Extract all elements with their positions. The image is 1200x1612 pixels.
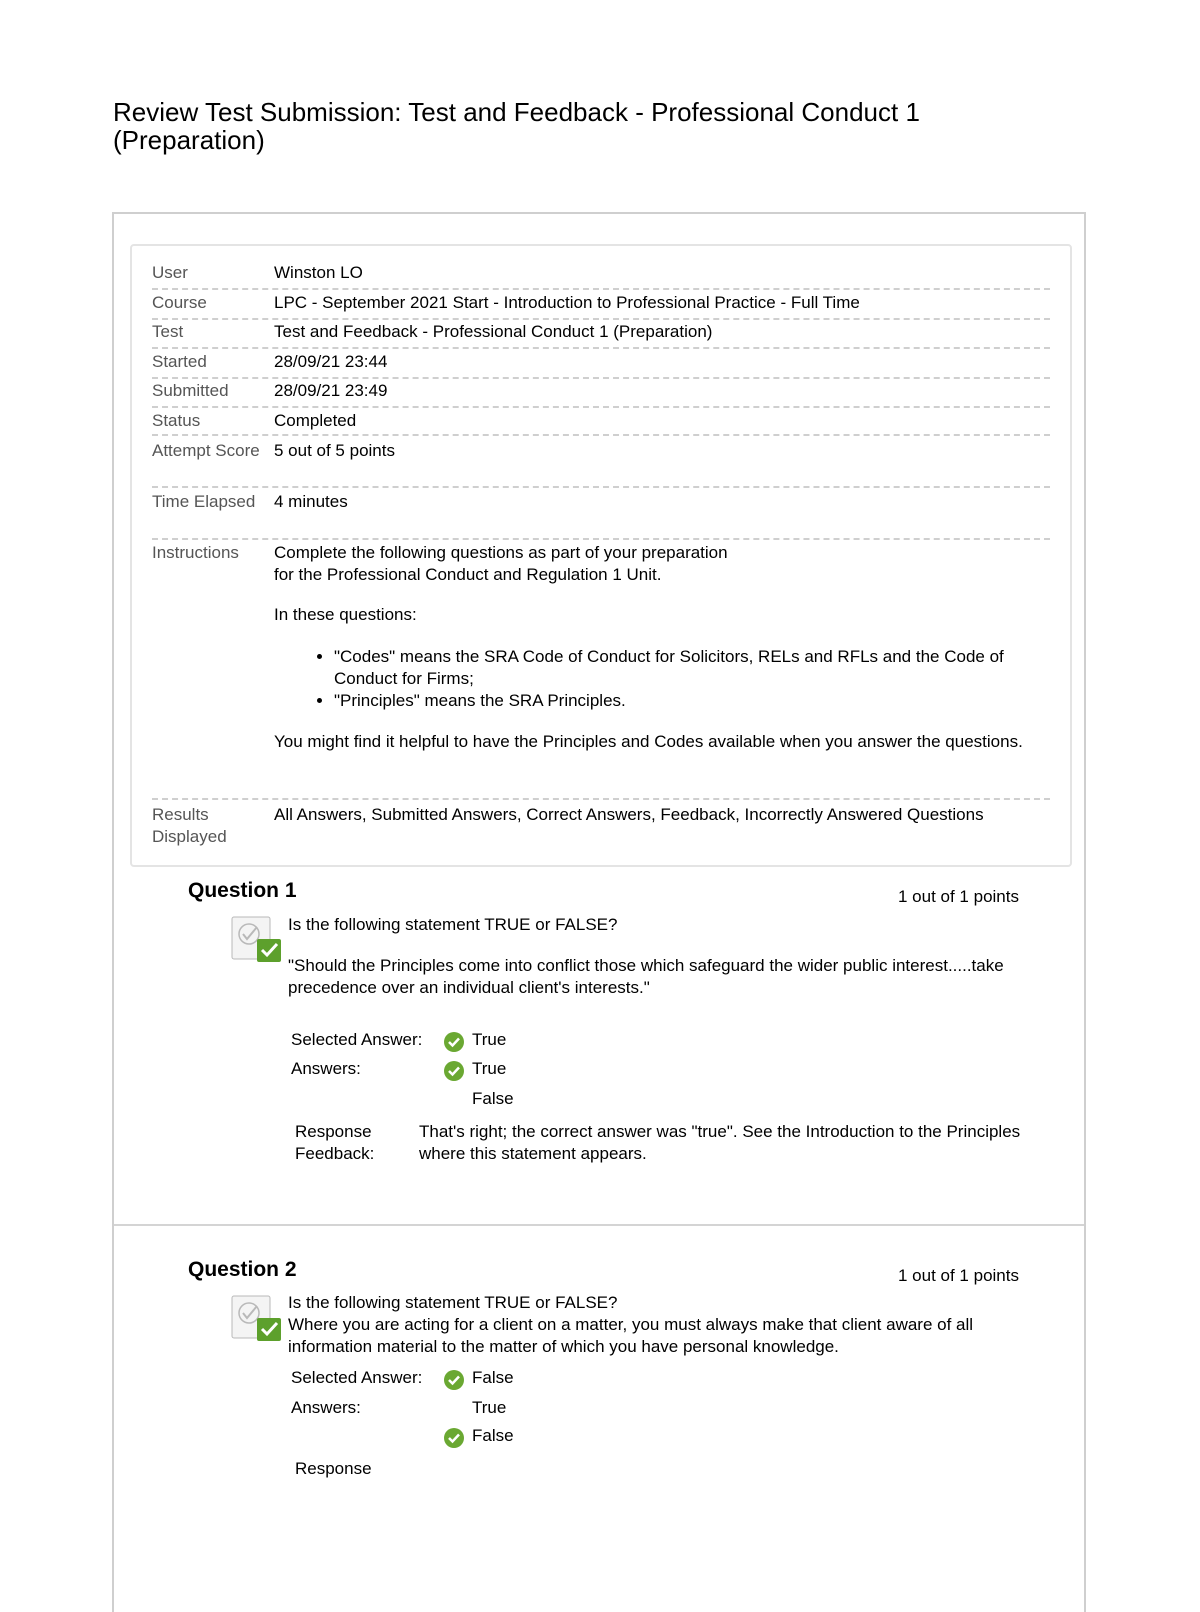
answer-option: False [472, 1426, 514, 1445]
detail-row-status [152, 410, 1050, 436]
detail-value: Winston LO [274, 263, 363, 282]
check-icon [444, 1061, 464, 1081]
detail-label: Submitted [152, 381, 229, 400]
check-icon [444, 1428, 464, 1448]
detail-label: Test [152, 322, 184, 341]
instructions-body [274, 542, 1044, 753]
detail-value: 28/09/21 23:44 [274, 352, 388, 371]
question-points: 1 out of 1 points [898, 887, 1019, 906]
check-icon [444, 1032, 464, 1052]
question-title: Question 2 [188, 1258, 297, 1281]
instructions-intro: In these questions: [274, 605, 417, 624]
instructions-list [274, 646, 1044, 712]
instructions-closing: You might find it helpful to have the Principles and Codes available when you answer the questions. [274, 732, 1023, 751]
question-prompt: Is the following statement TRUE or FALSE? [288, 1293, 618, 1312]
detail-row-user [152, 262, 1050, 290]
answer-option: False [472, 1089, 514, 1108]
detail-label: Started [152, 352, 207, 371]
question-divider [114, 1224, 1084, 1226]
response-label: Response [295, 1459, 372, 1478]
detail-label: User [152, 263, 188, 282]
selected-answer-value: True [472, 1030, 507, 1049]
detail-row-instructions [152, 542, 1050, 800]
instructions-bullet: • "Principles" means the SRA Principles. [334, 690, 1044, 712]
question-points: 1 out of 1 points [898, 1266, 1019, 1285]
detail-label: Attempt Score [152, 441, 260, 460]
detail-row-started [152, 351, 1050, 379]
selected-answer-label: Selected Answer: [291, 1030, 423, 1049]
response-label: Response [295, 1122, 372, 1141]
check-icon [444, 1370, 464, 1390]
feedback-label: Feedback: [295, 1144, 375, 1163]
question-title: Question 1 [188, 879, 297, 902]
question-statement: "Should the Principles come into conflict those which safeguard the wider public interest.....take precedence over an individual client's interests." [288, 956, 1004, 997]
detail-label: Status [152, 411, 201, 430]
answers-label: Answers: [291, 1398, 361, 1417]
instructions-line: for the Professional Conduct and Regulation 1 Unit. [274, 565, 662, 584]
detail-value: 5 out of 5 points [274, 441, 395, 460]
detail-value: All Answers, Submitted Answers, Correct Answers, Feedback, Incorrectly Answered Questions [274, 805, 984, 824]
question-prompt: Is the following statement TRUE or FALSE? [288, 915, 618, 934]
detail-value: LPC - September 2021 Start - Introduction to Professional Practice - Full Time [274, 293, 860, 312]
detail-row-time-elapsed [152, 491, 1050, 540]
detail-label: Instructions [152, 543, 239, 562]
response-feedback-text: That's right; the correct answer was "true". See the Introduction to the Principles where this statement appears. [419, 1122, 1021, 1163]
detail-row-attempt-score [152, 440, 1050, 488]
answers-label: Answers: [291, 1059, 361, 1078]
page-title: Review Test Submission: Test and Feedback - Professional Conduct 1 (Preparation) [113, 97, 920, 155]
detail-label: Course [152, 293, 207, 312]
submission-details [130, 244, 1072, 867]
detail-value: Completed [274, 411, 357, 430]
detail-value: Test and Feedback - Professional Conduct 1 (Preparation) [274, 322, 713, 341]
answer-option: True [472, 1398, 507, 1417]
detail-row-course [152, 292, 1050, 320]
detail-row-results-displayed [152, 804, 1050, 854]
detail-label: Time Elapsed [152, 492, 256, 511]
correct-answer-icon [231, 914, 281, 962]
selected-answer-label: Selected Answer: [291, 1368, 423, 1387]
detail-label: Results Displayed [152, 805, 227, 846]
detail-row-submitted [152, 380, 1050, 408]
answer-option: True [472, 1059, 507, 1078]
detail-value: 4 minutes [274, 492, 348, 511]
correct-answer-icon [231, 1293, 281, 1341]
instructions-line: Complete the following questions as part of your preparation [274, 543, 728, 562]
instructions-bullet: • "Codes" means the SRA Code of Conduct for Solicitors, RELs and RFLs and the Code of Conduct for Firms; [334, 646, 1044, 690]
question-statement: Where you are acting for a client on a matter, you must always make that client aware of all information material to the matter of which you have personal knowledge. [288, 1315, 974, 1356]
selected-answer-value: False [472, 1368, 514, 1387]
detail-value: 28/09/21 23:49 [274, 381, 388, 400]
response-feedback-label [295, 1121, 405, 1165]
detail-row-test [152, 321, 1050, 349]
